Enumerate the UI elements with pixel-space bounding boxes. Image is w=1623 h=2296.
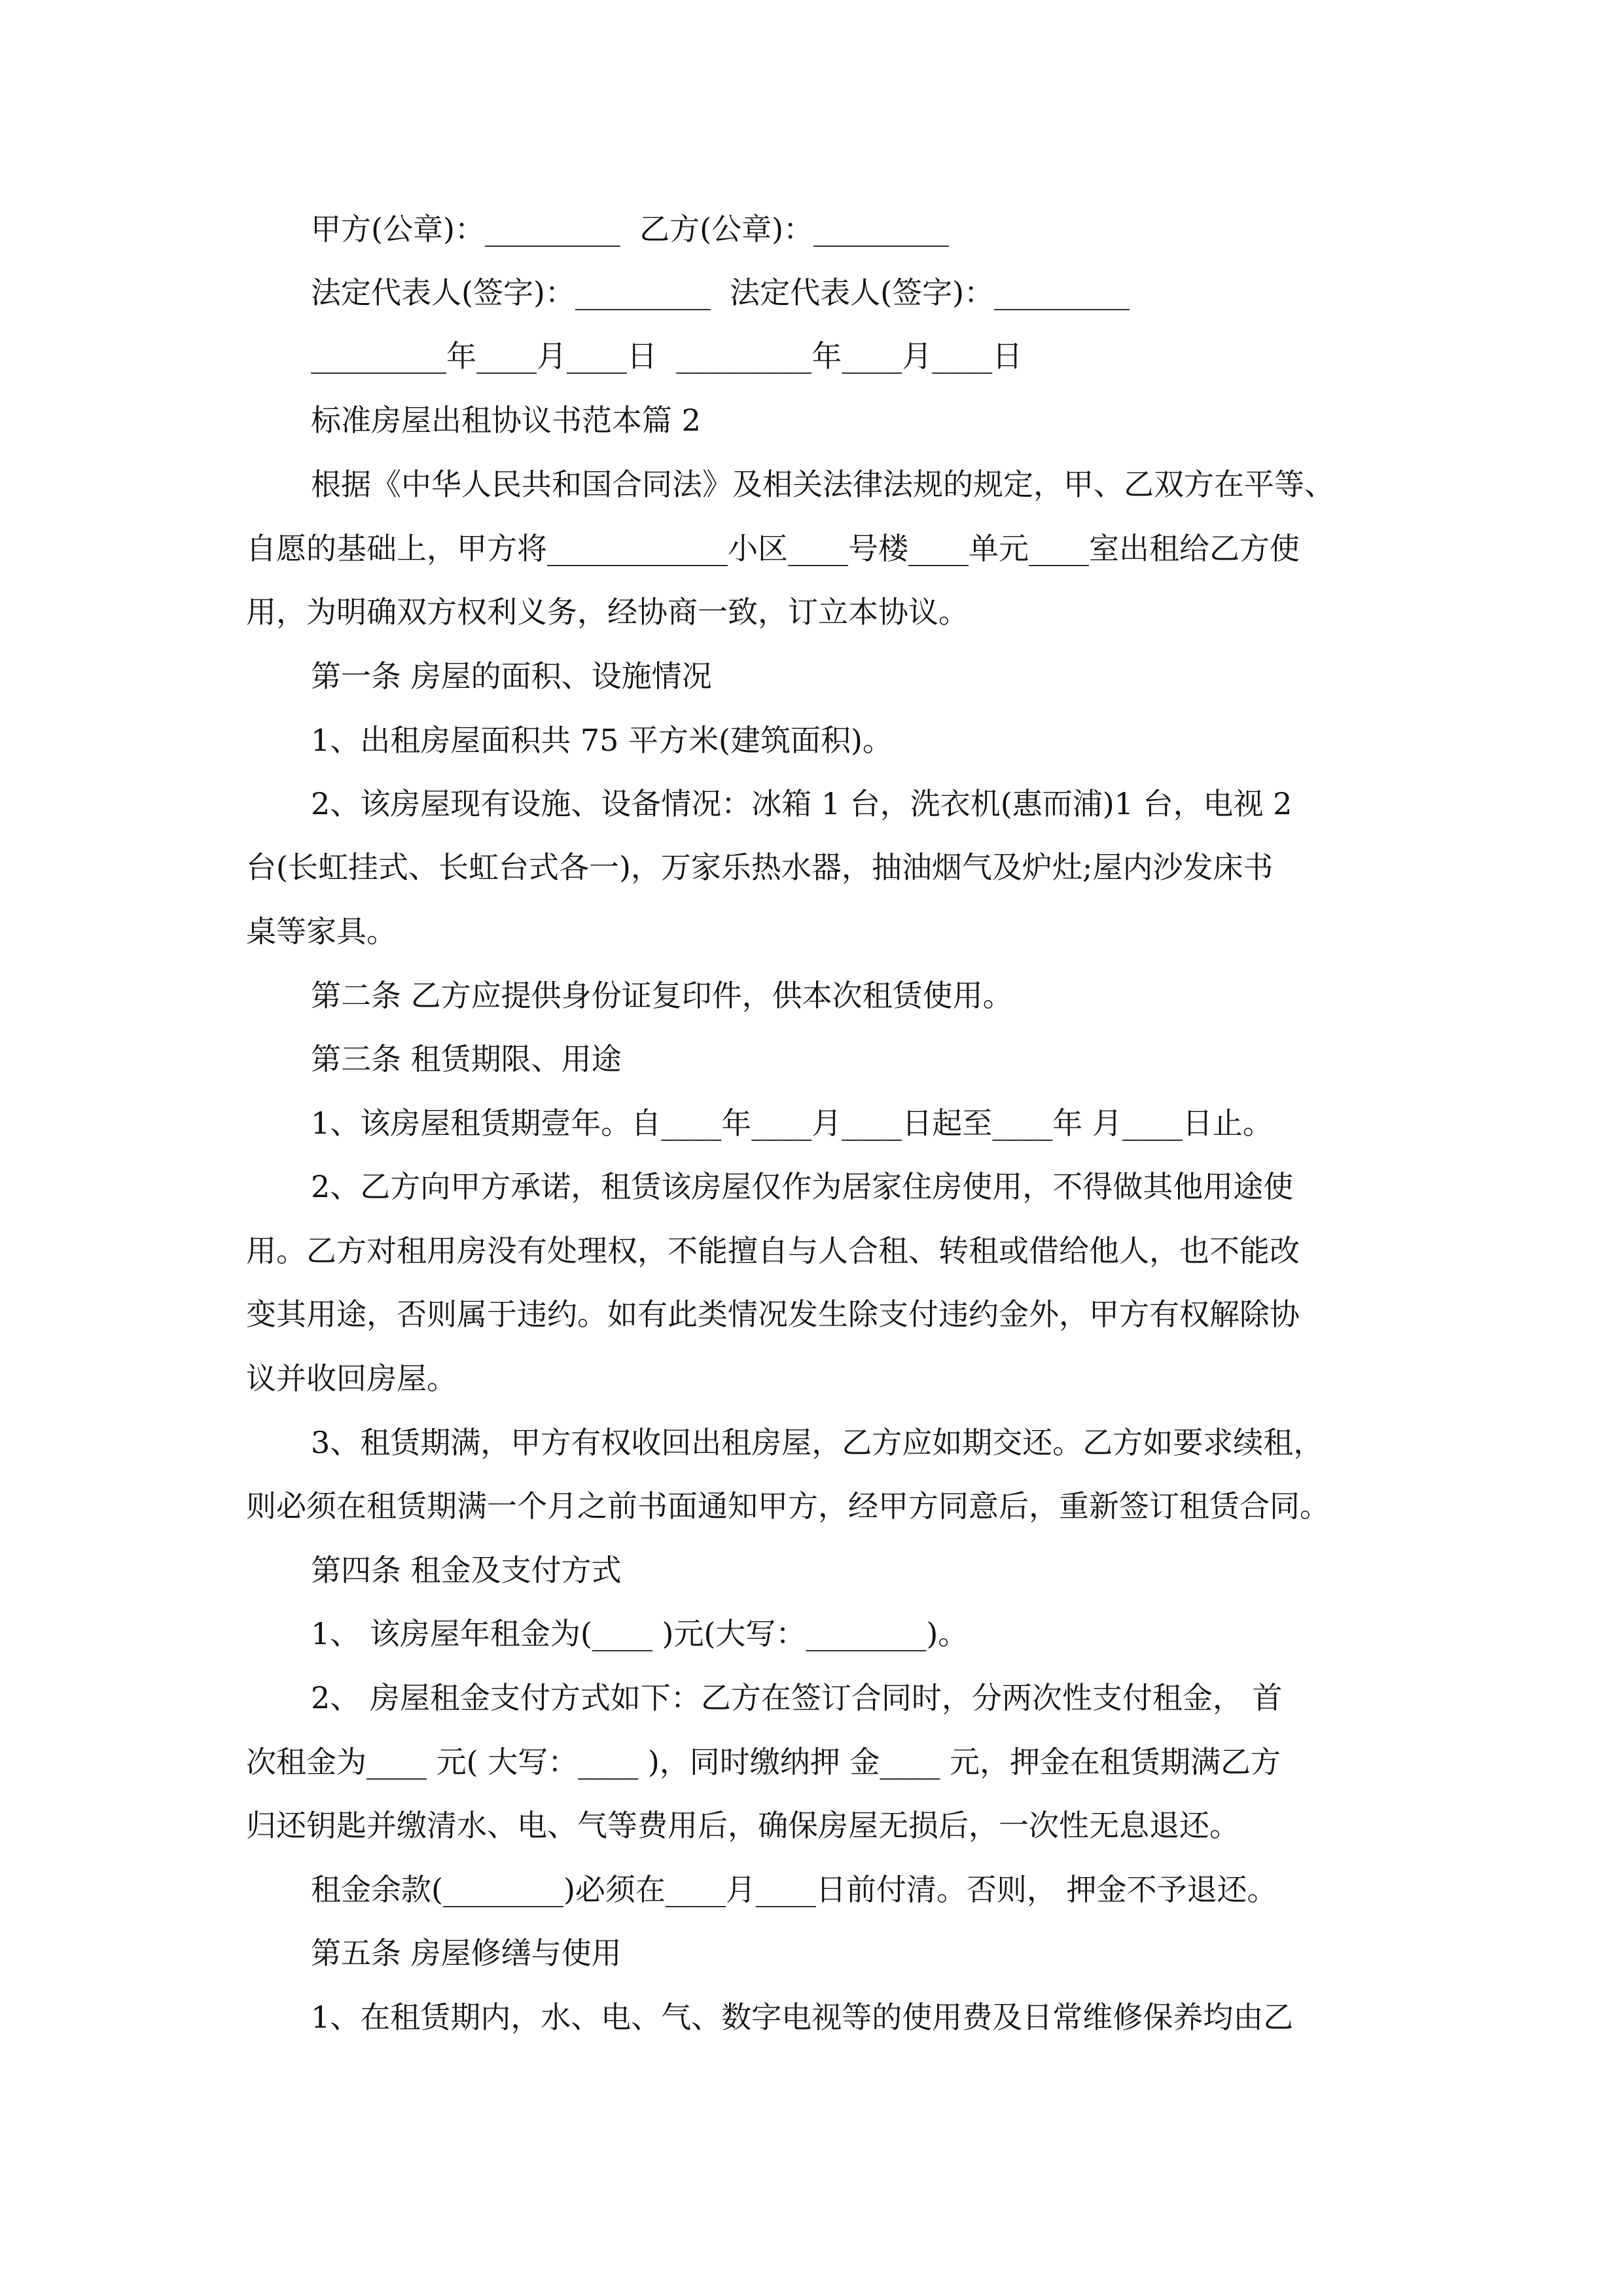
paragraph-line: 2、 房屋租金支付方式如下：乙方在签订合同时，分两次性支付租金， 首 <box>311 1680 1283 1715</box>
paragraph-line: 3、租赁期满，甲方有权收回出租房屋，乙方应如期交还。乙方如要求续租， <box>311 1425 1324 1460</box>
paragraph-line: 议并收回房屋。 <box>246 1361 457 1396</box>
paragraph-line: 1、出租房屋面积共 75 平方米(建筑面积)。 <box>311 723 893 758</box>
signature-line-party-seals: 甲方(公章)：_________ 乙方(公章)：_________ <box>311 211 950 247</box>
article-heading: 第三条 租赁期限、用途 <box>311 1041 622 1077</box>
paragraph-line: 桌等家具。 <box>246 914 397 949</box>
article-heading: 第一条 房屋的面积、设施情况 <box>311 658 712 694</box>
paragraph-line: 2、该房屋现有设施、设备情况：冰箱 1 台，洗衣机(惠而浦)1 台，电视 2 <box>311 786 1293 821</box>
paragraph-line: 归还钥匙并缴清水、电、气等费用后，确保房屋无损后，一次性无息退还。 <box>246 1808 1240 1843</box>
paragraph-line: 则必须在租赁期满一个月之前书面通知甲方，经甲方同意后，重新签订租赁合同。 <box>246 1488 1330 1524</box>
paragraph-line: 租金余款(________)必须在____月____日前付清。否则， 押金不予退还。 <box>311 1872 1277 1907</box>
paragraph-line: 1、该房屋租赁期壹年。自____年____月____日起至____年 月____日止。 <box>311 1105 1273 1141</box>
paragraph-line: 1、 该房屋年租金为(____ )元(大写：________)。 <box>311 1616 969 1651</box>
paragraph-line: 台(长虹挂式、长虹台式各一)，万家乐热水器，抽油烟气及炉灶;屋内沙发床书 <box>246 850 1274 885</box>
paragraph-line: 变其用途，否则属于违约。如有此类情况发生除支付违约金外，甲方有权解除协 <box>246 1297 1300 1332</box>
paragraph-line: 1、在租赁期内，水、电、气、数字电视等的使用费及日常维修保养均由乙 <box>311 2000 1294 2035</box>
paragraph-line: 次租金为____ 元( 大写：____ )，同时缴纳押 金____ 元，押金在租赁期满乙方 <box>246 1744 1281 1780</box>
paragraph-line: 自愿的基础上，甲方将____________小区____号楼____单元____室出租给乙方使 <box>246 531 1300 566</box>
signature-line-representatives: 法定代表人(签字)：_________ 法定代表人(签字)：_________ <box>311 275 1130 310</box>
section-title: 标准房屋出租协议书范本篇 2 <box>311 403 701 438</box>
article-heading: 第五条 房屋修缮与使用 <box>311 1935 622 1971</box>
paragraph-line: 2、乙方向甲方承诺，租赁该房屋仅作为居家住房使用，不得做其他用途使 <box>311 1169 1294 1204</box>
paragraph-line: 用，为明确双方权利义务，经协商一致，订立本协议。 <box>246 594 969 630</box>
article-heading: 第二条 乙方应提供身份证复印件，供本次租赁使用。 <box>311 978 1013 1013</box>
signature-line-dates: _________年____月____日 _________年____月____日 <box>311 338 1023 374</box>
paragraph-line: 根据《中华人民共和国合同法》及相关法律法规的规定，甲、乙双方在平等、 <box>311 467 1334 502</box>
article-heading: 第四条 租金及支付方式 <box>311 1552 622 1588</box>
paragraph-line: 用。乙方对租用房没有处理权，不能擅自与人合租、转租或借给他人，也不能改 <box>246 1233 1300 1268</box>
